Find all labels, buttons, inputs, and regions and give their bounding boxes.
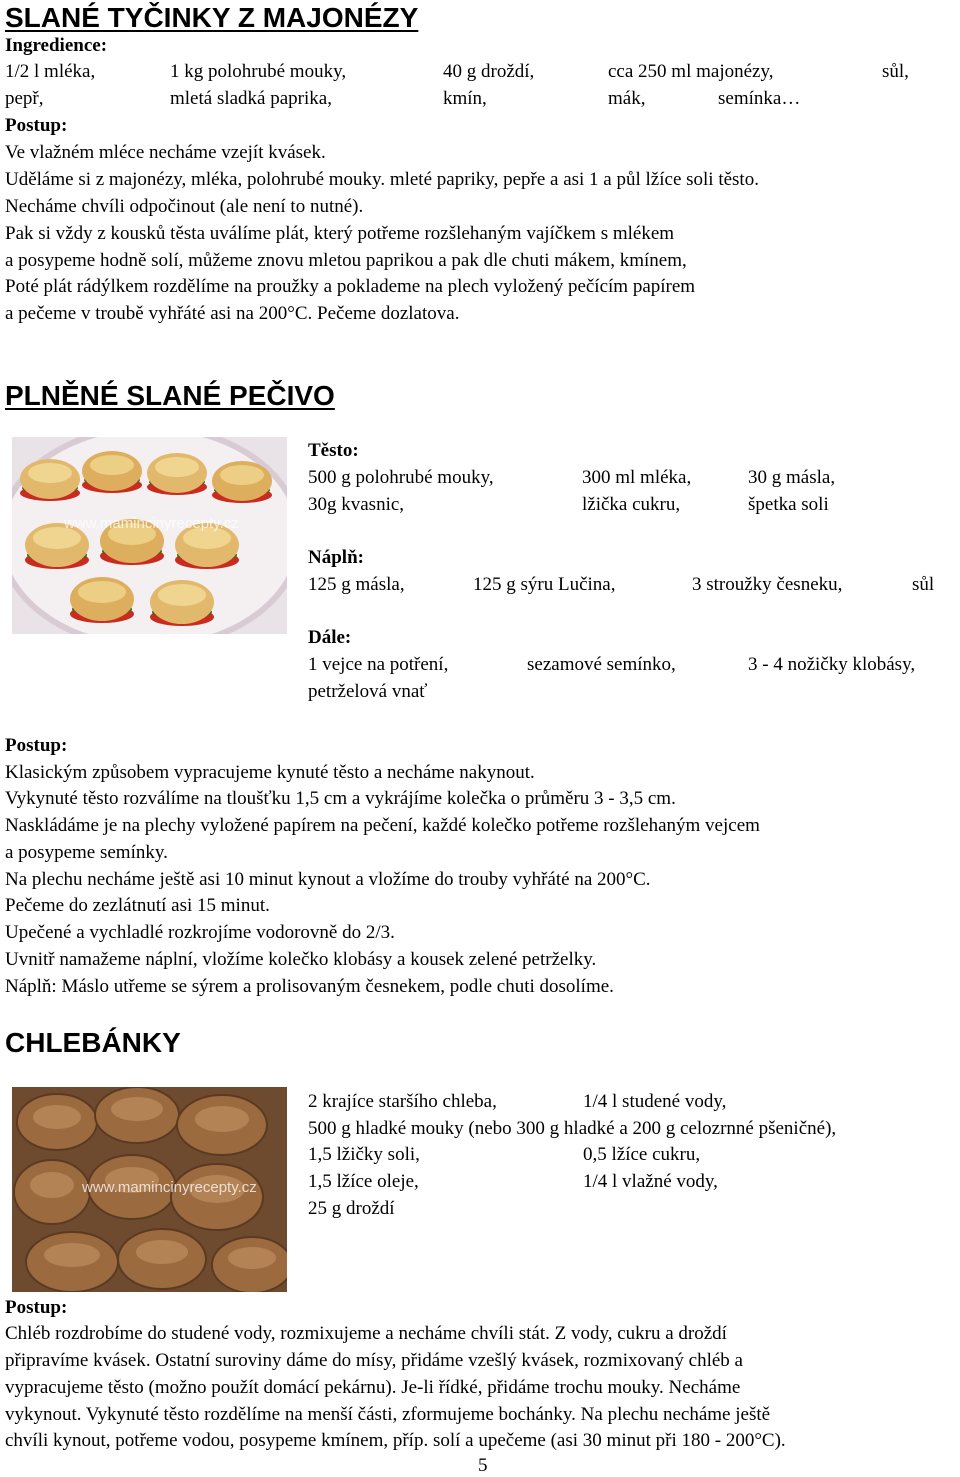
ingredient-item: semínka… (718, 88, 801, 109)
postup-label: Postup: (5, 115, 68, 136)
ingredient-item: 25 g droždí (308, 1198, 395, 1219)
ingredient-item: 500 g hladké mouky (nebo 300 g hladké a 200 g celozrnné pšeničné), (308, 1118, 837, 1139)
dale-label: Dále: (308, 627, 352, 648)
recipe-title-tycinky: SLANÉ TYČINKY Z MAJONÉZY (5, 2, 419, 33)
recipe-title-chlebanky: CHLEBÁNKY (5, 1027, 181, 1058)
postup-line: Pak si vždy z kousků těsta uválíme plát, který potřeme rozšlehaným vajíčkem s mlékem (5, 223, 675, 244)
ingredient-item: 1 vejce na potření, (308, 654, 449, 675)
postup-line: Ve vlažném mléce necháme vzejít kvásek. (5, 142, 326, 163)
postup-line: Chléb rozdrobíme do studené vody, rozmixujeme a necháme chvíli stát. Z vody, cukru a droždí (5, 1323, 727, 1344)
ingredient-item: mletá sladká paprika, (170, 88, 332, 109)
ingredient-item: 3 - 4 nožičky klobásy, (748, 654, 916, 675)
napln-label: Náplň: (308, 547, 364, 568)
postup-line: a posypeme hodně solí, můžeme znovu mletou paprikou a pak dle chuti mákem, kmínem, (5, 250, 687, 271)
ingredient-item: cca 250 ml majonézy, (608, 61, 774, 82)
postup-line: Naskládáme je na plechy vyložené papírem na pečení, každé kolečko potřeme rozšlehaným vejcem (5, 815, 760, 836)
postup-line: chvíli kynout, potřeme vodou, posypeme kmínem, příp. solí a upečeme (asi 30 minut při 180 - 200°C). (5, 1430, 786, 1451)
ingredient-item: 40 g droždí, (443, 61, 535, 82)
postup-line: Vykynuté těsto rozválíme na tloušťku 1,5 cm a vykrájíme kolečka o průměru 3 - 3,5 cm. (5, 788, 676, 809)
ingredients-label: Ingredience: (5, 35, 108, 56)
ingredient-item: 0,5 lžíce cukru, (583, 1144, 701, 1165)
postup-line: a posypeme semínky. (5, 842, 168, 863)
ingredient-item: 2 krajíce staršího chleba, (308, 1091, 497, 1112)
postup-line: Upečené a vychladlé rozkrojíme vodorovně do 2/3. (5, 922, 395, 943)
ingredient-item: lžička cukru, (582, 494, 681, 515)
ingredient-item: 1,5 lžíce oleje, (308, 1171, 419, 1192)
ingredient-item: 125 g másla, (308, 574, 405, 595)
postup-line: Pečeme do zezlátnutí asi 15 minut. (5, 895, 270, 916)
ingredient-item: pepř, (5, 88, 44, 109)
ingredient-item: kmín, (443, 88, 487, 109)
ingredient-item: 300 ml mléka, (582, 467, 692, 488)
ingredient-item: petrželová vnať (308, 681, 428, 702)
postup-label: Postup: (5, 735, 68, 756)
postup-line: Klasickým způsobem vypracujeme kynuté těsto a necháme nakynout. (5, 762, 535, 783)
postup-line: Uvnitř namažeme náplní, vložíme kolečko klobásy a kousek zelené petrželky. (5, 949, 597, 970)
postup-label: Postup: (5, 1297, 68, 1318)
ingredient-item: sůl, (882, 61, 909, 82)
stuffed-buns-photo (12, 437, 287, 634)
ingredient-item: 30 g másla, (748, 467, 836, 488)
bread-rolls-photo (12, 1087, 287, 1292)
postup-line: Uděláme si z majonézy, mléka, polohrubé mouky. mleté papriky, pepře a asi 1 a půl lžíce soli těsto. (5, 169, 759, 190)
ingredient-item: špetka soli (748, 494, 829, 515)
postup-line: Poté plát rádýlkem rozdělíme na proužky a poklademe na plech vyložený pečícím papírem (5, 276, 696, 297)
postup-line: připravíme kvásek. Ostatní suroviny dáme do mísy, přidáme vzešlý kvásek, rozmixovaný chléb a (5, 1350, 743, 1371)
postup-line: vypracujeme těsto (možno použít domácí pekárnu). Je-li řídké, přidáme trochu mouky. Necháme (5, 1377, 741, 1398)
ingredient-item: 1/2 l mléka, (5, 61, 96, 82)
ingredient-item: 500 g polohrubé mouky, (308, 467, 494, 488)
ingredient-item: 125 g sýru Lučina, (473, 574, 616, 595)
page-number: 5 (478, 1455, 488, 1476)
ingredient-item: 1 kg polohrubé mouky, (170, 61, 347, 82)
recipe-title-pecivo: PLNĚNÉ SLANÉ PEČIVO (5, 380, 335, 411)
postup-line: Na plechu necháme ještě asi 10 minut kynout a vložíme do trouby vyhřáté na 200°C. (5, 869, 651, 890)
ingredient-item: 1/4 l vlažné vody, (583, 1171, 718, 1192)
ingredient-item: sezamové semínko, (527, 654, 676, 675)
ingredient-item: 1/4 l studené vody, (583, 1091, 727, 1112)
postup-line: Necháme chvíli odpočinout (ale není to nutné). (5, 196, 364, 217)
ingredient-item: 1,5 lžičky soli, (308, 1144, 420, 1165)
ingredient-item: mák, (608, 88, 646, 109)
postup-line: a pečeme v troubě vyhřáté asi na 200°C. Pečeme dozlatova. (5, 303, 460, 324)
photo-watermark: www.mamincinyrecepty.cz (82, 1179, 257, 1196)
postup-line: vykynout. Vykynuté těsto rozdělíme na menší části, zformujeme bochánky. Na plechu necháme ještě (5, 1404, 771, 1425)
testo-label: Těsto: (308, 440, 359, 461)
ingredient-item: 3 stroužky česneku, (692, 574, 843, 595)
photo-watermark: www.mamincinyrecepty.cz (64, 515, 239, 532)
postup-line: Náplň: Máslo utřeme se sýrem a prolisovaným česnekem, podle chuti dosolíme. (5, 976, 614, 997)
ingredient-item: sůl (912, 574, 935, 595)
ingredient-item: 30g kvasnic, (308, 494, 405, 515)
